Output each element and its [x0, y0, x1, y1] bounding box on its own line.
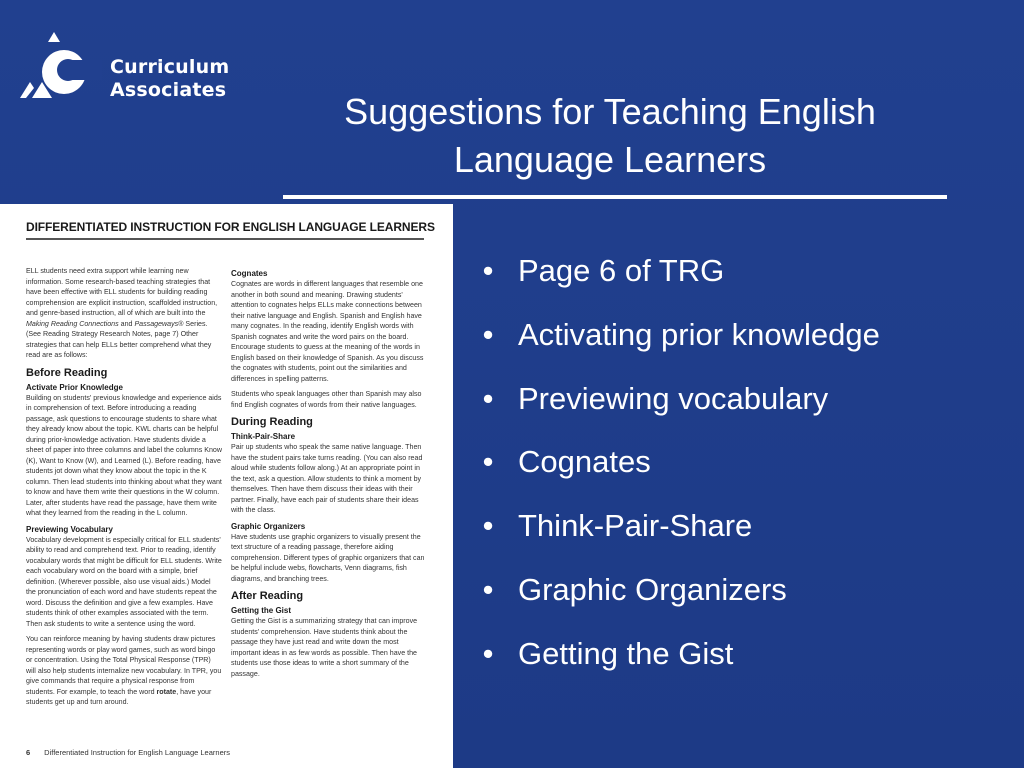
tps-heading: Think-Pair-Share: [231, 432, 296, 441]
bullet-item: [478, 248, 1008, 312]
slide-title-line-1: Suggestions for Teaching English: [344, 91, 876, 132]
activate-paragraph: Building on students' previous knowledge and experience aids in comprehension of text. Before introducing a reading passage, ask questions to encourage students to share what they already know about the topic. KWL charts can be helpful during prior-knowledge activation. Have students divide a sheet of paper into three columns and label the columns Know (K), Want to Know (W), and Learned (L). Before reading, have students jot down what they know about the topic in the K column. Then lead students into thinking about what they want to know and have them write their questions in the W column. Later, after students have read the passage, have them write what they learned from the reading in the L column.: [26, 393, 222, 517]
document-page-number: 6: [26, 748, 31, 757]
bullet-glyph: •: [482, 253, 494, 288]
slide-title-line-2: Language Learners: [453, 139, 767, 180]
bullet-item: [478, 376, 1008, 440]
bullet-glyph: •: [482, 380, 494, 416]
after-reading-heading: After Reading: [231, 590, 304, 602]
bullet-item: [478, 439, 1008, 503]
bullet-text: Page 6 of TRG: [518, 253, 725, 288]
document-footer: [26, 748, 230, 757]
graphic-organizers-heading: Graphic Organizers: [231, 521, 306, 531]
graphic-organizers-paragraph: Have students use graphic organizers to visually present the text structure of a reading passage, therefore aiding comprehension. Different types of graphic organizers that can be helpful include webs, flowcharts, Venn diagrams, fish diagrams, and branching trees.: [231, 532, 425, 583]
document-right-column: [231, 266, 427, 684]
bullet-text: Activating prior knowledge: [518, 316, 880, 352]
activate-heading: Activate Prior Knowledge: [26, 382, 123, 392]
before-reading-heading: Before Reading: [26, 366, 108, 379]
document-left-column: [26, 266, 222, 713]
logo-line-2: Associates: [110, 79, 227, 101]
bullet-text: Think-Pair-Share: [518, 508, 753, 544]
title-underline: [283, 195, 947, 199]
vocab-text-2a: You can reinforce meaning by having students draw pictures representing words or play word games, such as word bingo or concentration. Using the Total Physical Response (TPR) will also help students internalize new vocabulary. In TPR, you give commands that require a physical response from students. For example, to teach the word: [26, 635, 222, 696]
bullet-item: [478, 312, 1008, 376]
bullet-text: Graphic Organizers: [518, 571, 787, 607]
bullet-text: Previewing vocabulary: [518, 380, 829, 416]
curriculum-associates-logo: [14, 30, 230, 110]
vocab-paragraph: Vocabulary development is especially critical for ELL students' ability to read and comprehend text. Prior to reading, identify vocabulary words that might be difficult for ELL students. Write each vocabulary word on the board with a simple, brief definition. (Wherever possible, also use visual aids.) Model the pronunciation of each word and have students repeat the word. Discuss the definition and give a few examples. Have students think of other examples associated with the term. Then ask students to write a sentence using the word.: [26, 535, 222, 628]
vocab-text-2b: , have your students get up and turn around.: [26, 687, 212, 706]
intro-text-b: and: [118, 319, 135, 328]
bullet-item: [478, 631, 1008, 695]
slide-title: [290, 88, 930, 184]
bullet-glyph: •: [482, 635, 494, 671]
gist-heading: Getting the Gist: [231, 606, 291, 615]
bullet-glyph: •: [482, 316, 494, 352]
cognates-paragraph-2: Students who speak languages other than Spanish may also find English cognates of words from their native languages.: [231, 390, 422, 409]
bullet-item: [478, 503, 1008, 567]
intro-italic-2: Passageways: [134, 319, 179, 328]
document-heading: DIFFERENTIATED INSTRUCTION FOR ENGLISH LANGUAGE LEARNERS: [26, 220, 435, 234]
cognates-heading: Cognates: [231, 269, 268, 278]
gist-paragraph: Getting the Gist is a summarizing strategy that can improve students' comprehension. Have students think about the passage they have just read and write down the most important ideas in as few words as possible. Then have the students use those ideas to write a short summary of the passage.: [231, 617, 418, 678]
document-page-image: [0, 204, 453, 768]
cognates-paragraph: Cognates are words in different languages that resemble one another in both sound and meaning. Drawing students' attention to cognates helps ELLs make connections between their native language and English. Spanish and English have many cognates. In the reading, identify English words with Spanish cognates and write the word pairs on the board. Encourage students to guess at the meaning of the words in English based on their knowledge of Spanish. As you discuss the cognates with students, point out the similarities and differences in spelling patterns.: [231, 280, 424, 383]
during-reading-heading: During Reading: [231, 416, 313, 428]
tps-paragraph: Pair up students who speak the same native language. Then have the student pairs take turns reading. (You can also read aloud while students follow along.) At an appropriate point in the text, ask a question. Allow students to think a moment by themselves. Then have them discuss their ideas with their partner. Finally, have each pair of students share their ideas with the class.: [231, 443, 423, 514]
intro-paragraph: [26, 266, 222, 361]
vocab-heading: Previewing Vocabulary: [26, 524, 113, 534]
intro-text-c: ® Series. (See Reading Strategy Research Notes, page 7) Other strategies that can help ELLs better comprehend what they read are as follows:: [26, 319, 212, 359]
curriculum-associates-logo-icon: [14, 30, 104, 102]
intro-text-a: ELL students need extra support while learning new information. Some research-based teaching strategies that have been effective with ELL students for building reading comprehension are explicit instruction, scaffolded instruction, and genre-based instruction, all of which are built into the: [26, 267, 218, 317]
bullet-item: [478, 567, 1008, 631]
bullet-glyph: •: [482, 444, 494, 480]
bullet-glyph: •: [482, 571, 494, 607]
bullet-list: [478, 248, 1008, 695]
bullet-text: Cognates: [518, 444, 651, 480]
vocab-text-2-bold: rotate: [156, 687, 177, 696]
vocab-paragraph-2: [26, 634, 222, 708]
bullet-text: Getting the Gist: [518, 635, 734, 671]
intro-italic: Making Reading Connections: [26, 319, 119, 328]
logo-line-1: Curriculum: [110, 56, 230, 78]
bullet-glyph: •: [482, 508, 494, 544]
document-heading-rule: [26, 238, 424, 240]
document-footer-text: Differentiated Instruction for English Language Learners: [44, 748, 230, 757]
